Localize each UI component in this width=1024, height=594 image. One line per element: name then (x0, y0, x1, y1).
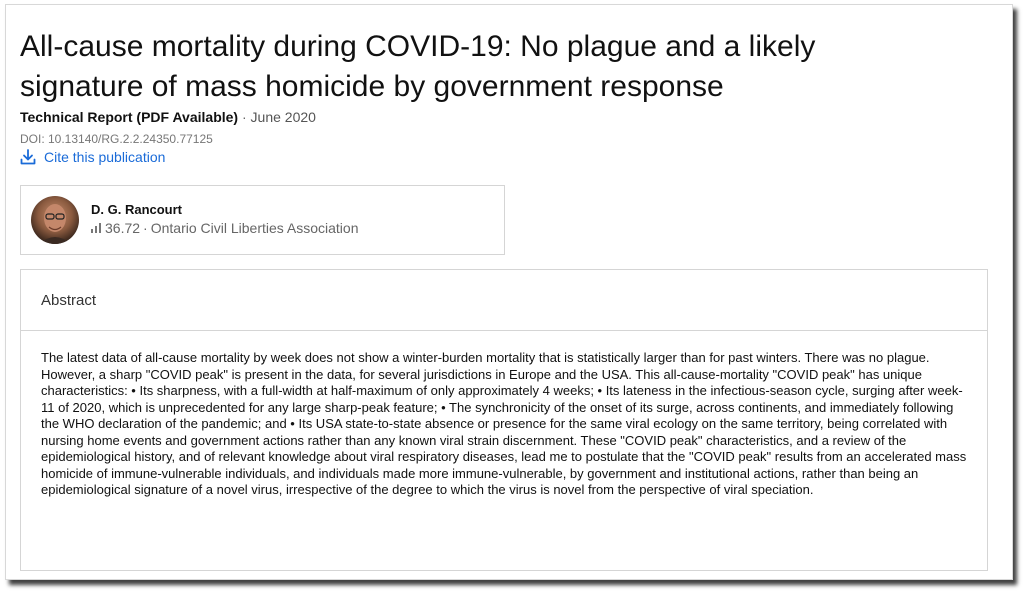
abstract-section (20, 269, 988, 571)
author-score: 36.72 (105, 220, 141, 236)
abstract-heading: Abstract (21, 270, 987, 331)
author-affiliation: Ontario Civil Liberties Association (150, 220, 359, 236)
publication-type: Technical Report (PDF Available) (20, 109, 239, 125)
abstract-text: The latest data of all-cause mortality by week does not show a winter-burden mortality that is statistically larger than for past winters. There was no plague. However, a sharp "COVID peak" is present in the data, for several jurisdictions in Europe and the USA. This all-cause-mortality "COVID peak" has unique characteristics: • Its sharpness, with a full-width at half-maximum of only approximately 4 weeks; • Its lateness in the infectious-season cycle, surging after week-11 of 2020, which is unprecedented for any large sharp-peak feature; • The synchronicity of the onset of its surge, across continents, and immediately following the WHO declaration of the pandemic; and • Its USA state-to-state absence or presence for the same viral ecology on the same territory, being correlated with nursing home events and government actions rather than any known viral strain discernment. These "COVID peak" characteristics, and a review of the epidemiological history, and of relevant knowledge about viral respiratory diseases, lead me to postulate that the "COVID peak" results from an accelerated mass homicide of immune-vulnerable individuals, and individuals made more immune-vulnerable, by government and institutional actions, rather than being an epidemiological signature of a novel virus, irrespective of the degree to which the virus is novel from the perspective of viral speciation. (41, 350, 967, 497)
publication-meta (20, 109, 316, 125)
cite-label: Cite this publication (44, 149, 166, 165)
avatar[interactable] (31, 196, 79, 244)
cite-publication-button[interactable] (20, 149, 165, 165)
publication-date: June 2020 (250, 109, 316, 125)
download-icon (20, 149, 36, 165)
page-title: All-cause mortality during COVID-19: No plague and a likely signature of mass homicide by government response (20, 30, 816, 104)
author-name[interactable]: D. G. Rancourt (91, 202, 183, 217)
publication-doi: DOI: 10.13140/RG.2.2.24350.77125 (20, 132, 213, 146)
bar-chart-icon (91, 220, 102, 236)
author-info (91, 220, 358, 236)
publication-page (5, 4, 1013, 580)
meta-separator: · (241, 109, 247, 125)
author-card[interactable] (20, 185, 505, 255)
author-info-separator: · (143, 220, 148, 236)
